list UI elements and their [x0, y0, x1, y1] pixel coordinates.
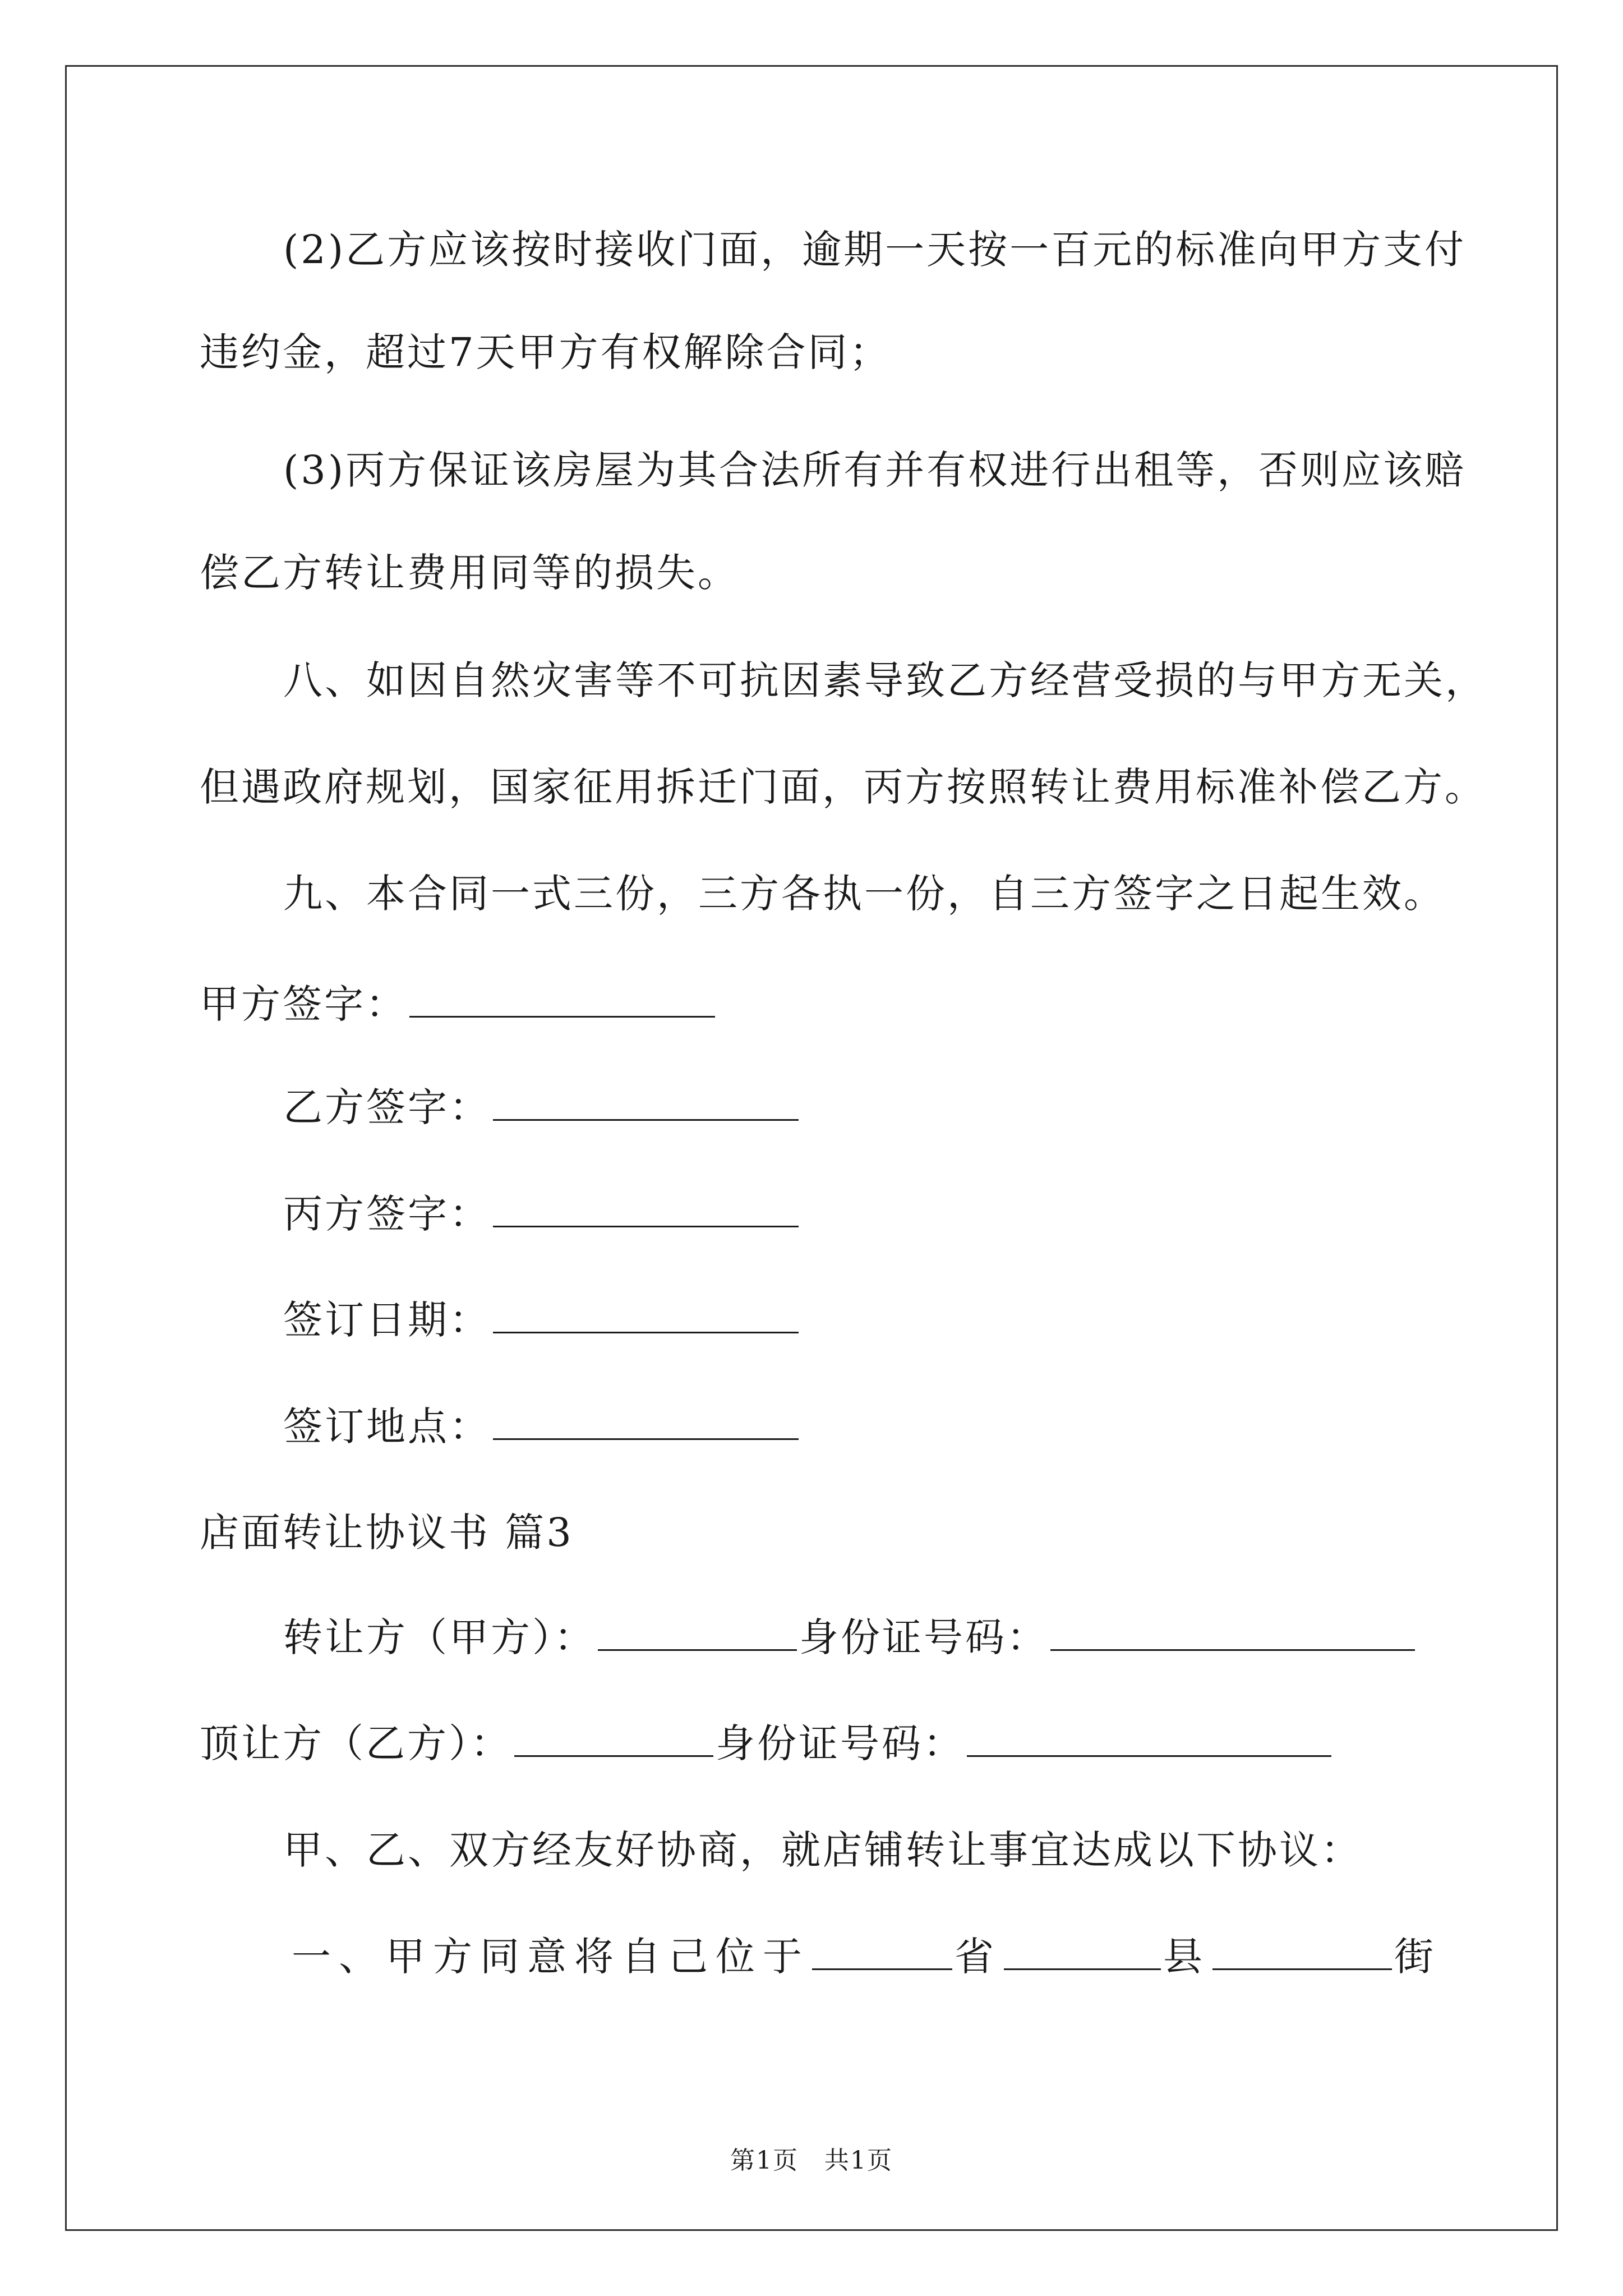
- county-blank: [1004, 1931, 1161, 1970]
- clause-2-line-1: (2)乙方应该按时接收门面，逾期一天按一百元的标准向甲方支付: [283, 227, 1467, 273]
- clause-2-line-2: 违约金，超过7天甲方有权解除合同；: [200, 329, 891, 375]
- transferor-name-blank: [598, 1612, 797, 1651]
- street-label: 街: [1394, 1934, 1441, 1980]
- article-8-line-1: 八、如因自然灾害等不可抗因素导致乙方经营受损的与甲方无关，: [283, 657, 1487, 703]
- sign-place-label: 签订地点：: [283, 1404, 491, 1450]
- transferee-name-blank: [514, 1718, 713, 1757]
- transferee-id-blank: [967, 1718, 1331, 1757]
- province-blank: [812, 1931, 952, 1970]
- article-1-prefix: 一、甲方同意将自己位于: [292, 1934, 810, 1980]
- sign-date-label: 签订日期：: [283, 1297, 491, 1343]
- sign-date-blank: [493, 1295, 799, 1333]
- party-b-signature-blank: [493, 1082, 799, 1121]
- transferee-row: [200, 1718, 1334, 1769]
- party-c-signature-blank: [493, 1189, 799, 1227]
- article-9: 九、本合同一式三份，三方各执一份，自三方签字之日起生效。: [283, 871, 1445, 917]
- party-b-signature-row: [283, 1082, 801, 1133]
- page-border: [65, 65, 1558, 2231]
- section-3-intro: 甲、乙、双方经友好协商，就店铺转让事宜达成以下协议：: [283, 1827, 1362, 1873]
- transferee-label: 顶让方（乙方）：: [200, 1720, 512, 1766]
- party-a-signature-row: [200, 979, 717, 1029]
- province-label: 省: [955, 1934, 1002, 1980]
- party-c-signature-label: 丙方签字：: [283, 1191, 491, 1237]
- party-c-signature-row: [283, 1189, 801, 1239]
- clause-3-line-1: (3)丙方保证该房屋为其合法所有并有权进行出租等，否则应该赔: [283, 447, 1467, 493]
- article-8-line-2: 但遇政府规划，国家征用拆迁门面，丙方按照转让费用标准补偿乙方。: [200, 764, 1486, 810]
- transferor-id-label: 身份证号码：: [799, 1614, 1048, 1660]
- transferee-id-label: 身份证号码：: [716, 1720, 965, 1766]
- article-1-row: [292, 1931, 1441, 1982]
- party-b-signature-label: 乙方签字：: [283, 1084, 491, 1130]
- sign-place-row: [283, 1401, 801, 1452]
- sign-place-blank: [493, 1401, 799, 1440]
- clause-3-line-2: 偿乙方转让费用同等的损失。: [200, 550, 739, 596]
- street-blank: [1212, 1931, 1392, 1970]
- transferor-id-blank: [1050, 1612, 1415, 1651]
- county-label: 县: [1163, 1934, 1210, 1980]
- party-a-signature-label: 甲方签字：: [200, 981, 407, 1027]
- section-3-title: 店面转让协议书 篇3: [200, 1510, 574, 1556]
- party-a-signature-blank: [409, 979, 715, 1018]
- sign-date-row: [283, 1295, 801, 1345]
- page-footer: 第1页 共1页: [730, 2146, 893, 2175]
- transferor-row: [283, 1612, 1417, 1663]
- transferor-label: 转让方（甲方）：: [283, 1614, 596, 1660]
